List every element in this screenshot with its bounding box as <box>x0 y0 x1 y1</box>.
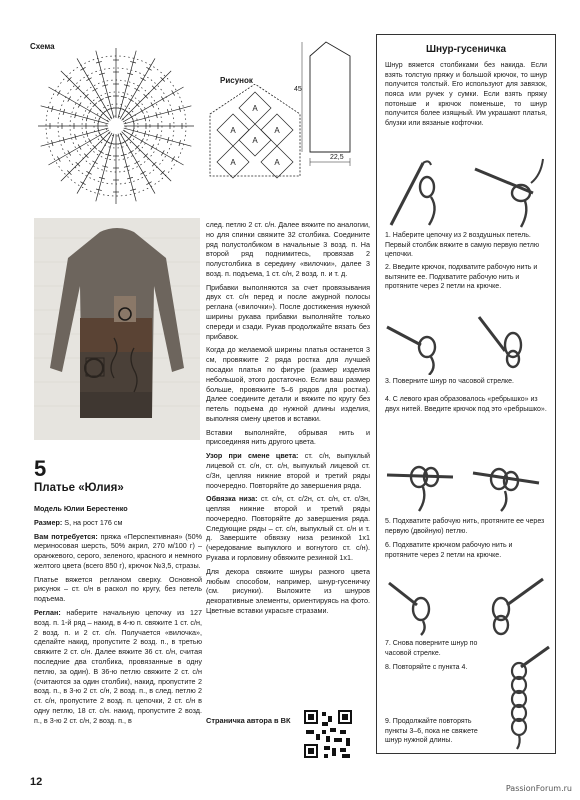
motif-letter: A <box>252 136 258 145</box>
cord-sidebar <box>376 34 556 754</box>
paragraph: Прибавки выполняются за счет провязывания двух ст. с/н перед и после ажурной полосы реглана («вилочки»). После достижения нужной ширины рукава прибавки выполняйте только спереди и сзади. Рукав продолжайте вязать без прибавок. <box>206 282 370 341</box>
crochet-circle-scheme <box>30 36 202 208</box>
step-3-illustration <box>383 313 463 375</box>
raglan-paragraph <box>34 608 202 725</box>
pattern-paragraph <box>206 451 370 490</box>
materials-label: Вам потребуется: <box>34 531 98 541</box>
pattern-text: ст. с/н, выпуклый лицевой ст. с/н, ст. с/н, выпуклый лицевой ст. с/3н, цепляя нижние второй и третий ряды поочередно. Повторяйте до завершения ряда. <box>206 451 371 490</box>
dress-photo <box>34 218 200 440</box>
finished-cord-illustration <box>495 645 553 751</box>
step-6-text: 6. Подхватите крючком рабочую нить и протяните через 2 петли на крючке. <box>385 542 513 559</box>
step-4-illustration <box>469 313 549 375</box>
decor-paragraph: Для декора свяжите шнуры разного цвета любым способом, например, шнур-гусеничку (см. рисунки). Выложите из шнуров декоративные элементы, ориентируясь на фото. Цветные вставки украсьте стразами. <box>206 566 370 615</box>
qr-code[interactable] <box>302 708 354 760</box>
motif-letter: A <box>252 104 258 113</box>
materials-text: пряжа «Перспективная» (50% мериносовая шерсть, 50% акрил, 270 м/100 г) – оранжевого, серого, зеленого, красного и немного желтого цвета (всего 850 г), крючок №3,5, стразы. <box>34 531 202 570</box>
motif-letter: A <box>274 158 280 167</box>
size-line <box>34 518 202 528</box>
intro-paragraph: Платье вяжется регланом сверху. Основной рисунок – ст. с/н в раскол по кругу, без петель подъема. <box>34 574 202 604</box>
scheme-label: Схема <box>30 42 55 51</box>
motif-letter: A <box>230 158 236 167</box>
step-5-illustration <box>383 443 463 513</box>
step-4-text: 4. С левого края образовалось «ребрышко» из двух нитей. Введите крючок под это «ребрышко». <box>385 396 547 413</box>
edge-text: ст. с/н, ст. с/2н, ст. с/н, ст. с/3н, цепляя нижние второй и третий ряды поочередно. Повторяйте до завершения ряда. Следующие ряды – ст. с/н, выпуклый ст. с/н и т. д. Завершите обвязку низа резинкой 1х1 (чередование выпуклого и вогнутого ст. с/н). Рукава и горловину обвяжите резинкой 1х1. <box>206 494 370 562</box>
dimension-22-5: 22,5 <box>330 154 344 161</box>
motif-letter: A <box>274 126 280 135</box>
size-label: Размер: <box>34 517 63 527</box>
step-1-illustration <box>383 153 463 229</box>
paragraph: след. петлю 2 ст. с/н. Далее вяжите по аналогии, но для спинки свяжите 32 столбика. Соедините ряд полустолбиком в начальные 3 возд. п. На второй ряд поднимитесь, провязав 2 полустолбика в середину «вилочки», далее 3 возд. п. подъема, 1 ст. с/н, 2 возд. п. и т. д. <box>206 220 370 278</box>
step-6-illustration <box>469 443 549 513</box>
step-7-illustration <box>383 575 453 637</box>
sidebar-title: Шнур-гусеничка <box>425 44 507 55</box>
edge-paragraph <box>206 494 370 562</box>
step-1-text: 1. Наберите цепочку из 2 воздушных петель. Первый столбик вяжите в самую первую петлю цепочки. <box>385 232 540 259</box>
dimension-45: 45 <box>294 86 302 93</box>
step-5-text: 5. Подхватите рабочую нить, протяните ее через первую (двойную) петлю. <box>385 518 545 535</box>
paragraph: Вставки выполняйте, обрывая нить и присоединяя нить другого цвета. <box>206 427 370 447</box>
step-2-illustration <box>469 153 549 229</box>
step-2-text: 2. Введите крючок, подхватите рабочую нить и вытяните ее. Подхватите рабочую нить и протяните через 2 петли на крючке. <box>385 264 538 291</box>
raglan-text: наберите начальную цепочку из 127 возд. п. 1-й ряд – накид, в 4-ю п. свяжите 1 ст. с/н, 2 возд. п. и 2 ст. с/н. Получается «вилочка», сделайте накид, пропустите 2 возд. п., в третью свяжите 2 ст. с/н. Далее вяжите 36 ст. с/н, считая последние два столбика, провязанные в одну петлю, за один). В 36-ю петлю свяжите 2 ст. с/н (считаются за один столбик), накид, пропустите 2 возд. п., в 3-ю 2 ст. с/н, 2 возд. п., в след. петлю 2 ст. с/н, пропустите 2 возд. п. цепочки, 2 ст. с/н в одну петлю, 18 ст. с/н. накид, пропустите 2 возд. п., в 3-ю 2 ст. с/н, 2 возд. п., в <box>34 608 203 725</box>
motif-layout-drawing <box>205 84 305 184</box>
step-3-text: 3. Поверните шнур по часовой стрелке. <box>385 378 514 385</box>
step-9-text: 9. Продолжайте повторять пункты 3–6, пока не свяжете шнур нужной длины. <box>385 718 478 745</box>
model-number: 5 <box>34 456 47 481</box>
motif-letter: A <box>230 126 236 135</box>
raglan-label: Реглан: <box>34 608 61 618</box>
pattern-label: Узор при смене цвета: <box>206 451 299 461</box>
step-8-illustration <box>457 575 547 637</box>
step-7-text: 7. Снова поверните шнур по часовой стрелке. <box>385 640 478 657</box>
materials <box>34 532 202 571</box>
page-number: 12 <box>30 776 43 788</box>
size-value: S, на рост 176 см <box>64 517 123 527</box>
model-title: Платье «Юлия» <box>34 482 124 494</box>
sidebar-intro: Шнур вяжется столбиками без накида. Если взять толстую пряжу и большой крючок, то шнур получится толстый. Его используют для завязок, пояса или ручек у сумки. Если взять пряжу потоньше и крючок поменьше, то шнур получится более изящный. Им украшают платья, блузки или вязаные кофточки. <box>385 62 547 127</box>
edge-label: Обвязка низа: <box>206 494 258 504</box>
watermark: PassionForum.ru <box>505 784 572 793</box>
drawing-label: Рисунок <box>220 76 253 85</box>
step-8-text: 8. Повторяйте с пункта 4. <box>385 664 468 671</box>
paragraph: Когда до желаемой ширины платья останется 3 см, провяжите 2 ряда ростка для лучшей посадки платья по фигуре (размер изделия небольшой, этого достаточно. Если ваш размер больше, провяжите 5–6 рядов для ростка). Далее соедините детали и вяжите по кругу без петель подъема до нужной длины изделия, выполняя смену цветов и вставки. <box>206 345 370 423</box>
vk-page-label: Страничка автора в ВК <box>206 716 291 725</box>
garment-outline-drawing <box>292 34 374 174</box>
model-author: Модель Юлии Берестенко <box>34 504 128 513</box>
